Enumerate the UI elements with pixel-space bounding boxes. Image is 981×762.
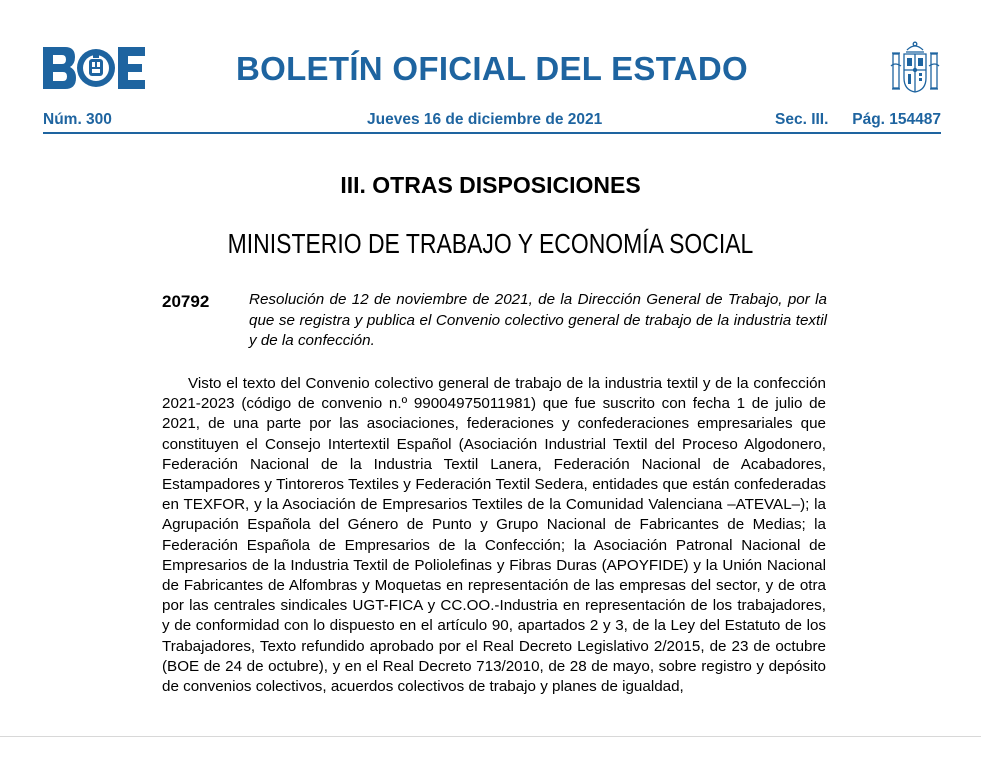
spain-coat-of-arms-icon [890, 40, 940, 96]
header-title: BOLETÍN OFICIAL DEL ESTADO [236, 50, 748, 87]
ministry-title: MINISTERIO DE TRABAJO Y ECONOMÍA SOCIAL [227, 228, 754, 259]
page-edge-divider [0, 736, 981, 737]
issue-metadata [43, 111, 941, 131]
page-number: Pág. 154487 [852, 111, 941, 128]
section-label: Sec. III. [775, 111, 829, 128]
issue-number: Núm. 300 [43, 111, 112, 128]
disposition-number: 20792 [162, 292, 210, 311]
section-title: III. OTRAS DISPOSICIONES [340, 172, 641, 198]
disposition-title: Resolución de 12 de noviembre de 2021, de la Dirección General de Trabajo, por la que se registra y publica el Convenio colectivo general de trabajo de la industria textil y de la confección. [249, 291, 827, 349]
boe-logo [43, 47, 145, 89]
header-divider [43, 132, 941, 134]
body-paragraph: Visto el texto del Convenio colectivo general de trabajo de la industria textil y de la confección 2021-2023 (código de convenio n.º 99004975011981) que fue suscrito con fecha 1 de julio de 2021, de una parte por las asociaciones, federaciones y confederaciones empresariales que constituyen el Consejo Intertextil Español (Asociación Industrial Textil del Proceso Algodonero, Federación Nacional de la Industria Textil Lanera, Federación Nacional de Acabadores, Estampadores y Tintoreros Textiles y Federación Textil Sedera, entidades que están confederadas en TEXFOR, y la Asociación de Empresarios Textiles de la Comunidad Valenciana –ATEVAL–); la Agrupación Española del Género de Punto y Grupo Nacional de Fabricantes de Medias; la Federación Española de Empresarios de la Confección; la Asociación Patronal Nacional de Empresarios de la Industria Textil de Poliolefinas y Fibras Duras (APOYFIDE) y la Unión Nacional de Fabricantes de Alfombras y Moquetas en representación de las empresas del sector, y de otra por las centrales sindicales UGT-FICA y CC.OO.-Industria en representación de los trabajadores, y de conformidad con lo dispuesto en el artículo 90, apartados 2 y 3, de la Ley del Estatuto de los Trabajadores, Texto refundido aprobado por el Real Decreto Legislativo 2/2015, de 23 de octubre (BOE de 24 de octubre), y en el Real Decreto 713/2010, de 28 de mayo, sobre registro y depósito de convenios colectivos, acuerdos colectivos de trabajo y planes de igualdad, [162, 375, 826, 696]
issue-date: Jueves 16 de diciembre de 2021 [367, 111, 603, 128]
